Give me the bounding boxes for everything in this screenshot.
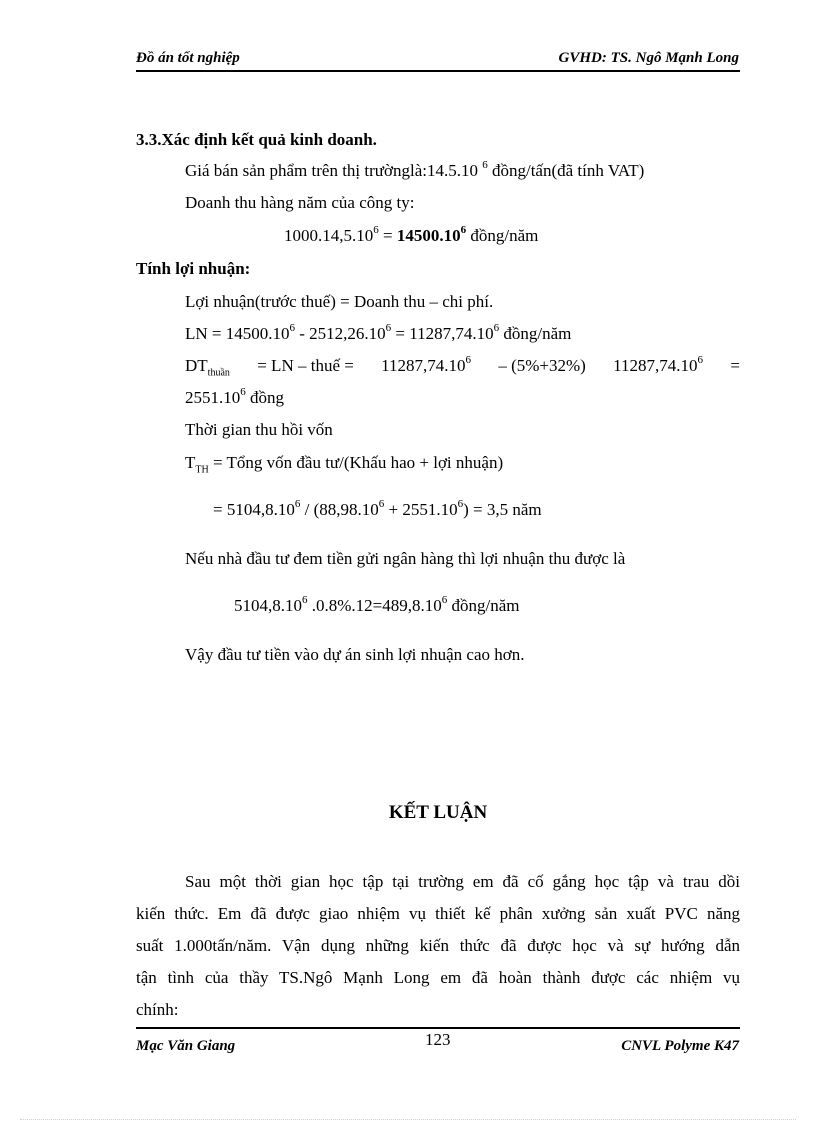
payback-calc: = $5104,8.10^6 / (88,98.10^6 + 2551.10^6) = 3,5$ năm [213, 498, 542, 519]
tth-formula: $T_{TH}$ = Tổng vốn đầu tư/(Khấu hao + lợi nhuận) [185, 453, 504, 476]
conclusion-sentence: Vậy đầu tư tiền vào dự án sinh lợi nhuận cao hơn. [185, 645, 525, 664]
conclusion-title: KẾT LUẬN [388, 802, 488, 823]
dt-formula: $DT_{thuần}$ = LN – thuế = 11287,74.10$^6$ – (5%+32%) 11287,74.10$^6$ = [185, 354, 740, 379]
header-rule [136, 70, 740, 72]
revenue-intro: Doanh thu hàng năm của công ty: [185, 193, 415, 212]
price-line: Giá bán sản phẩm trên thị trườnglà:14.5.10 $^6$ đồng/tấn(đã tính VAT) [185, 159, 645, 180]
conclusion-line-2: kiến thức. Em đã được giao nhiệm vụ thiết kế phân xưởng sản xuất PVC năng [136, 904, 740, 923]
dt-result: 2551.10$^6$ đồng [185, 386, 284, 407]
footer-rule [136, 1027, 740, 1029]
bank-calc: 5104,8.10$^6$ $.0.8\%.12=489,8.10^6$ đồng/năm [234, 594, 520, 615]
bottom-dotted-rule [20, 1119, 796, 1120]
section-title: 3.3.Xác định kết quả kinh doanh. [136, 130, 377, 149]
header-left: Đồ án tốt nghiệp [136, 50, 240, 66]
conclusion-line-5: chính: [136, 1000, 179, 1019]
profit-definition: Lợi nhuận(trước thuế) = Doanh thu – chi phí. [185, 292, 494, 311]
conclusion-line-1: Sau một thời gian học tập tại trường em đã cố gắng học tập và trau dồi [185, 872, 740, 891]
conclusion-line-3: suất 1.000tấn/năm. Vận dụng những kiến thức đã được học và sự hướng dẫn [136, 936, 740, 955]
payback-label: Thời gian thu hồi vốn [185, 420, 333, 439]
conclusion-line-4: tận tình của thầy TS.Ngô Mạnh Long em đã hoàn thành được các nhiệm vụ [136, 968, 740, 987]
ln-formula: LN = $14500.10^6 - 2512,26.10^6 = 11287,74.10^6$ đồng/năm [185, 322, 572, 343]
revenue-formula: 1000.14,5.10$^6$ = 14500.10$^6$ đồng/năm [284, 224, 539, 245]
header-right: GVHD: TS. Ngô Mạnh Long [558, 50, 739, 66]
bank-intro: Nếu nhà đầu tư đem tiền gửi ngân hàng thì lợi nhuận thu được là [185, 549, 626, 568]
profit-heading: Tính lợi nhuận: [136, 259, 251, 278]
page-number: 123 [425, 1030, 451, 1049]
footer-right: CNVL Polyme K47 [621, 1038, 739, 1054]
footer-left: Mạc Văn Giang [136, 1038, 236, 1054]
